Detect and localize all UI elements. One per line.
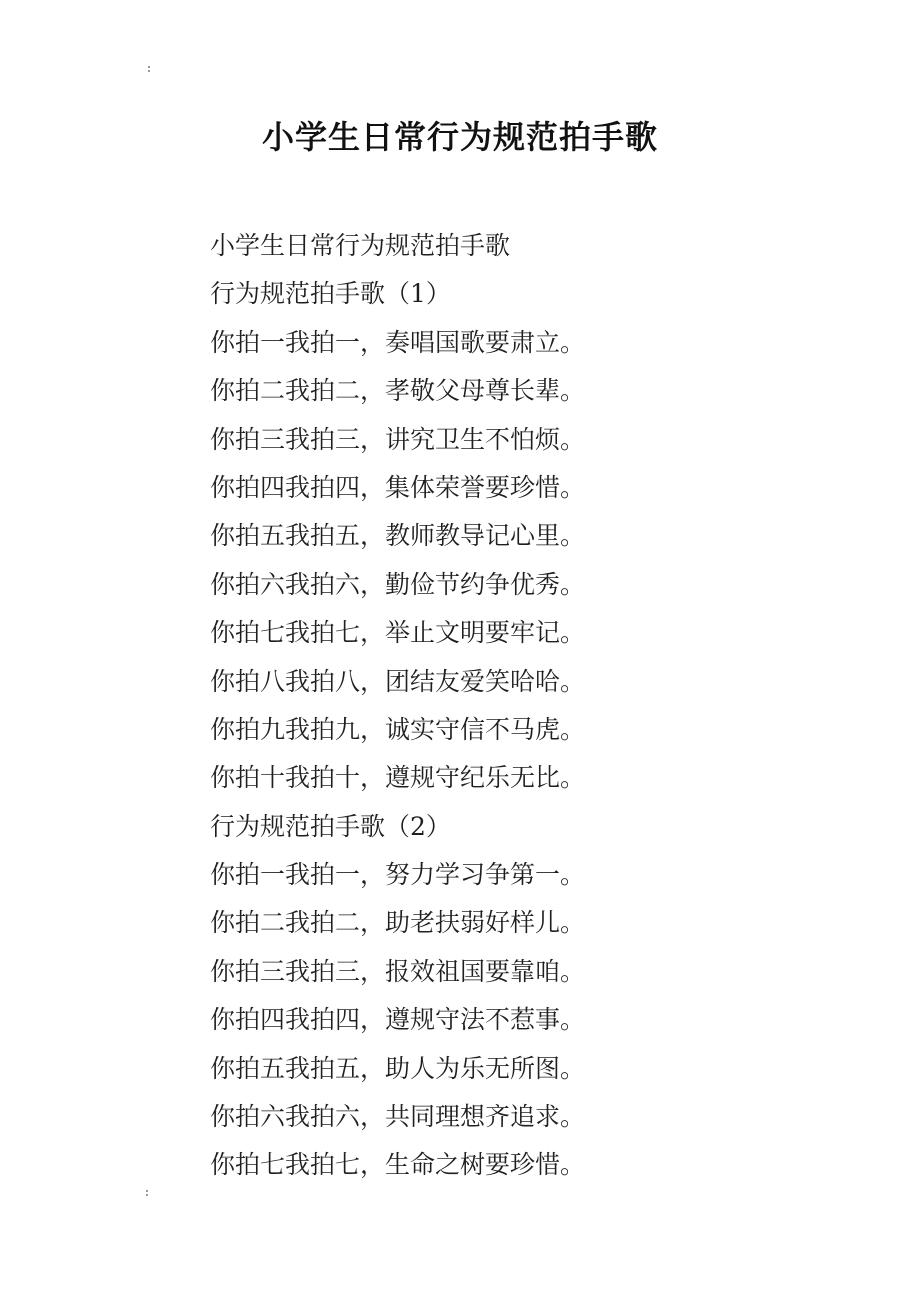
verse-line: 你拍十我拍十，遵规守纪乐无比。 [210, 763, 586, 793]
verse-line: 你拍三我拍三，讲究卫生不怕烦。 [210, 424, 586, 454]
verse-line: 你拍五我拍五，助人为乐无所图。 [210, 1053, 586, 1083]
body-heading: 小学生日常行为规范拍手歌 [210, 231, 511, 260]
verse-line: 你拍五我拍五，教师教导记心里。 [210, 521, 586, 551]
verse-line: 你拍三我拍三，报效祖国要靠咱。 [210, 956, 586, 986]
verse-line: 你拍七我拍七，生命之树要珍惜。 [210, 1150, 586, 1180]
verse-line: 你拍八我拍八，团结友爱笑哈哈。 [210, 666, 586, 696]
document-body [210, 222, 850, 1190]
verse-line: 你拍六我拍六，共同理想齐追求。 [210, 1102, 586, 1132]
corner-mark-bottom [146, 1190, 152, 1200]
verse-line: 你拍二我拍二，助老扶弱好样儿。 [210, 908, 586, 938]
verse-line: 你拍七我拍七，举止文明要牢记。 [210, 618, 586, 648]
verse-line: 你拍九我拍九，诚实守信不马虎。 [210, 714, 586, 744]
verse-line: 你拍二我拍二，孝敬父母尊长辈。 [210, 376, 586, 406]
verse-line: 你拍四我拍四，集体荣誉要珍惜。 [210, 472, 586, 502]
section-heading-2: 行为规范拍手歌（2） [210, 811, 451, 841]
corner-mark-top [148, 66, 154, 76]
verse-line: 你拍一我拍一，努力学习争第一。 [210, 860, 586, 890]
verse-line: 你拍六我拍六，勤俭节约争优秀。 [210, 569, 586, 599]
document-title: 小学生日常行为规范拍手歌 [261, 118, 658, 156]
verse-line: 你拍四我拍四，遵规守法不惹事。 [210, 1005, 586, 1035]
section-heading-1: 行为规范拍手歌（1） [210, 279, 451, 309]
verse-line: 你拍一我拍一，奏唱国歌要肃立。 [210, 327, 586, 357]
